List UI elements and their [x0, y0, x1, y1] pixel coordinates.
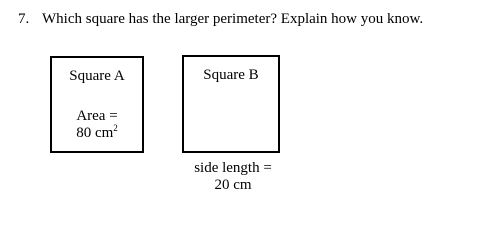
- square-a-label: Square A: [69, 68, 125, 84]
- square-b-side-value: 20 cm: [214, 177, 252, 193]
- square-a-box: [50, 56, 144, 153]
- square-b-label: Square B: [203, 67, 259, 83]
- square-b-side-label: side length =: [194, 160, 272, 176]
- square-a-area-exponent: 2: [113, 123, 118, 133]
- question-prompt: [18, 11, 423, 28]
- square-b-side-length: [175, 160, 291, 194]
- square-b-box: [182, 55, 280, 153]
- square-a-area-value-line: [52, 125, 142, 142]
- question-text: Which square has the larger perimeter? Explain how you know.: [42, 11, 424, 27]
- square-a-area: [52, 108, 142, 142]
- square-a-area-label: Area =: [76, 108, 118, 124]
- square-a-area-value: 80 cm: [76, 125, 114, 141]
- question-number: 7.: [18, 11, 30, 27]
